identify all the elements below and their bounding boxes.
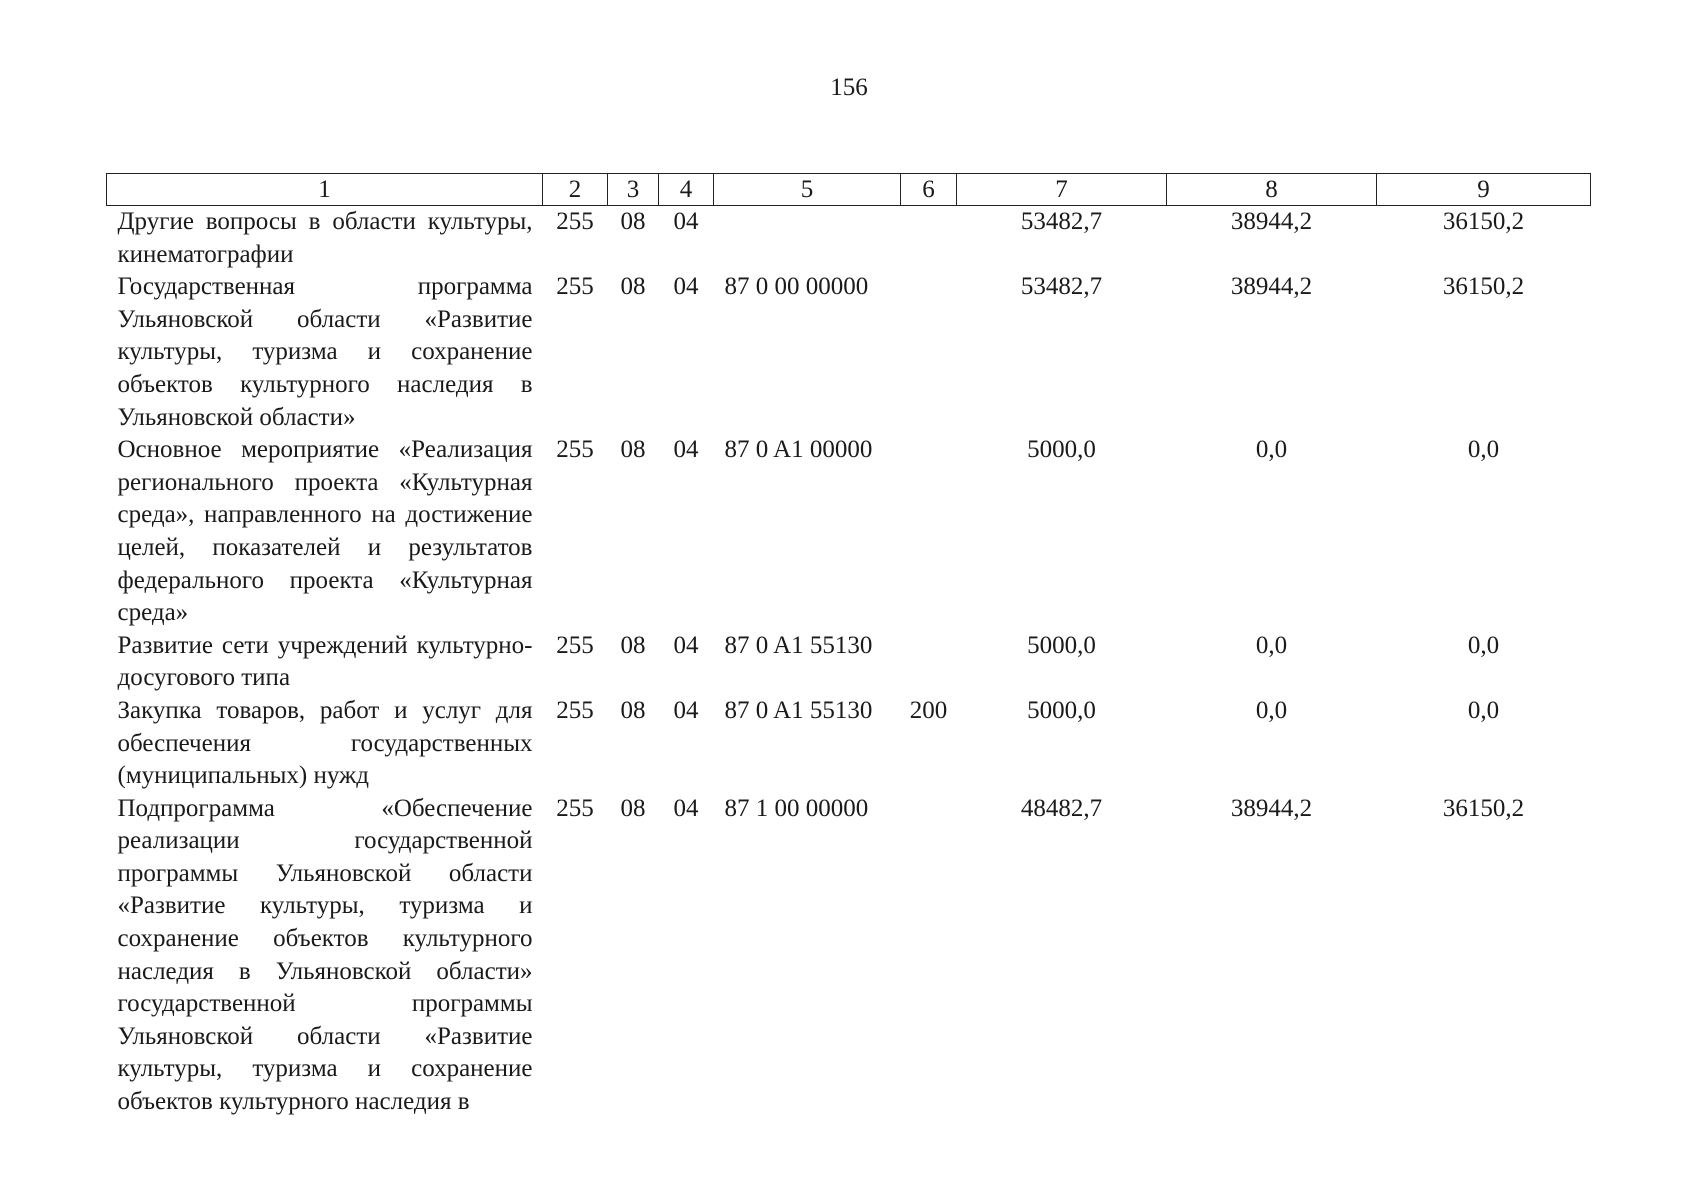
row-amount-col9: 0,0 bbox=[1467, 631, 1500, 659]
row-target-code: 87 1 00 00000 bbox=[724, 794, 869, 822]
row-amount-col8: 38944,2 bbox=[1230, 794, 1313, 822]
row-name: Основное мероприятие «Реализация регионального проекта «Культурная среда», направленного на достижение целей, показателей и результатов федерального проекта «Культурная среда» bbox=[117, 436, 533, 627]
row-section-code: 08 bbox=[620, 273, 646, 301]
row-amount-col7: 5000,0 bbox=[1027, 631, 1096, 659]
header-col-8: 8 bbox=[1167, 174, 1377, 206]
row-name: Подпрограмма «Обеспечение реализации государственной программы Ульяновской области «Развитие культуры, туризма и сохранение объектов культурного наследия в Ульяновской области» государственной программы Ульяновской области «Развитие культуры, туризма и сохранение объектов культурного наследия в bbox=[117, 794, 533, 1116]
row-amount-col7: 5000,0 bbox=[1027, 696, 1096, 724]
row-target-code: 87 0 A1 00000 bbox=[724, 436, 873, 464]
table-row bbox=[107, 271, 1591, 434]
row-ministry-code: 255 bbox=[556, 208, 594, 235]
row-name: Государственная программа Ульяновской области «Развитие культуры, туризма и сохранение объектов культурного наследия в Ульяновской области» bbox=[117, 273, 533, 431]
table-row bbox=[107, 630, 1591, 695]
row-target-code: 87 0 A1 55130 bbox=[724, 696, 873, 724]
row-subsection-code: 04 bbox=[673, 631, 699, 659]
row-amount-col7: 48482,7 bbox=[1020, 794, 1103, 822]
row-subsection-code: 04 bbox=[673, 436, 699, 464]
row-subsection-code: 04 bbox=[673, 208, 699, 235]
row-target-code: 87 0 00 00000 bbox=[724, 273, 869, 301]
header-col-5: 5 bbox=[714, 174, 901, 206]
row-ministry-code: 255 bbox=[556, 696, 594, 724]
table-row bbox=[107, 206, 1591, 272]
row-section-code: 08 bbox=[620, 631, 646, 659]
table-row bbox=[107, 434, 1591, 630]
row-expense-type: 200 bbox=[909, 696, 948, 724]
row-section-code: 08 bbox=[620, 696, 646, 724]
header-col-9: 9 bbox=[1377, 174, 1591, 206]
row-amount-col7: 53482,7 bbox=[1020, 208, 1103, 235]
row-amount-col9: 36150,2 bbox=[1442, 794, 1525, 822]
row-amount-col9: 0,0 bbox=[1467, 696, 1500, 724]
row-amount-col9: 36150,2 bbox=[1442, 273, 1525, 301]
row-amount-col8: 0,0 bbox=[1255, 631, 1288, 659]
header-col-7: 7 bbox=[957, 174, 1167, 206]
row-ministry-code: 255 bbox=[556, 794, 594, 822]
table-row bbox=[107, 695, 1591, 793]
row-ministry-code: 255 bbox=[556, 631, 594, 659]
header-col-4: 4 bbox=[659, 174, 714, 206]
header-col-1: 1 bbox=[107, 174, 543, 206]
row-subsection-code: 04 bbox=[673, 794, 699, 822]
row-expense-type bbox=[901, 271, 957, 434]
page-number: 156 bbox=[830, 74, 868, 101]
row-amount-col8: 38944,2 bbox=[1230, 208, 1313, 235]
row-amount-col8: 38944,2 bbox=[1230, 273, 1313, 301]
row-name: Развитие сети учреждений культурно-досугового типа bbox=[117, 631, 533, 692]
row-amount-col7: 53482,7 bbox=[1020, 273, 1103, 301]
row-expense-type bbox=[901, 434, 957, 630]
row-subsection-code: 04 bbox=[673, 273, 699, 301]
row-ministry-code: 255 bbox=[556, 436, 594, 464]
row-expense-type bbox=[901, 630, 957, 695]
row-amount-col8: 0,0 bbox=[1255, 436, 1288, 464]
header-col-3: 3 bbox=[608, 174, 659, 206]
row-amount-col9: 36150,2 bbox=[1442, 208, 1525, 235]
row-section-code: 08 bbox=[620, 794, 646, 822]
table-row bbox=[107, 793, 1591, 1119]
row-section-code: 08 bbox=[620, 436, 646, 464]
row-name: Закупка товаров, работ и услуг для обеспечения государственных (муниципальных) нужд bbox=[117, 696, 533, 790]
row-target-code bbox=[714, 206, 901, 272]
table-header-row bbox=[107, 174, 1591, 206]
row-section-code: 08 bbox=[620, 208, 646, 235]
row-target-code: 87 0 A1 55130 bbox=[724, 631, 873, 659]
header-col-6: 6 bbox=[901, 174, 957, 206]
row-amount-col8: 0,0 bbox=[1255, 696, 1288, 724]
row-amount-col9: 0,0 bbox=[1467, 436, 1500, 464]
row-name: Другие вопросы в области культуры, кинематографии bbox=[117, 208, 533, 268]
budget-table bbox=[106, 173, 1591, 1119]
row-expense-type bbox=[901, 206, 957, 272]
header-col-2: 2 bbox=[543, 174, 608, 206]
row-ministry-code: 255 bbox=[556, 273, 594, 301]
row-expense-type bbox=[901, 793, 957, 1119]
row-amount-col7: 5000,0 bbox=[1027, 436, 1096, 464]
row-subsection-code: 04 bbox=[673, 696, 699, 724]
